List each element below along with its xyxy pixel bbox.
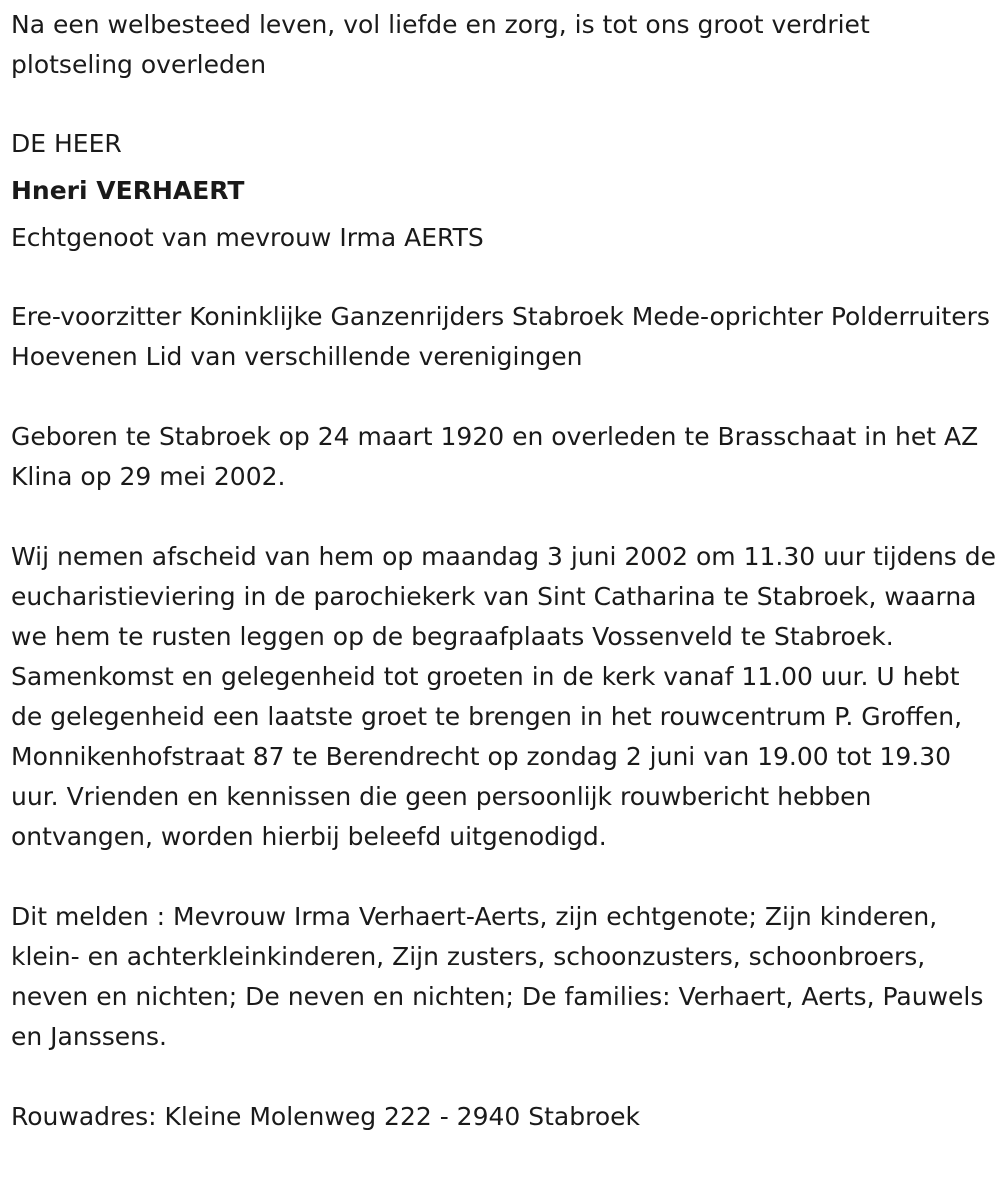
spacer — [11, 497, 996, 537]
announcers-text: Dit melden : Mevrouw Irma Verhaert-Aerts, zijn echtgenote; Zijn kinderen, klein- en achterkleinkinderen, Zijn zusters, schoonzusters, schoonbroers, neven en nichten; De neven en nichten; De families: Verhaert, Aerts, Pauwels en Janssens. — [11, 902, 984, 1051]
address-text: Rouwadres: Kleine Molenweg 222 - 2940 Stabroek — [11, 1102, 640, 1131]
birth-death-text: Geboren te Stabroek op 24 maart 1920 en overleden te Brasschaat in het AZ Klina op 29 mei 2002. — [11, 422, 979, 491]
funeral-text: Wij nemen afscheid van hem op maandag 3 juni 2002 om 11.30 uur tijdens de eucharistieviering in de parochiekerk van Sint Catharina te Stabroek, waarna we hem te rusten leggen op de begraafplaats Vossenveld te Stabroek. Samenkomst en gelegenheid tot groeten in de kerk vanaf 11.00 uur. U hebt de gelegenheid een laatste groet te brengen in het rouwcentrum P. Groffen, Monnikenhofstraat 87 te Berendrecht op zondag 2 juni van 19.00 tot 19.30 uur. Vrienden en kennissen die geen persoonlijk rouwbericht hebben ontvangen, worden hierbij beleefd uitgenodigd. — [11, 542, 997, 851]
deceased-name: Hneri VERHAERT — [11, 176, 245, 205]
intro-text: Na een welbesteed leven, vol liefde en zorg, is tot ons groot verdriet plotseling overleden — [11, 10, 870, 79]
spacer — [11, 857, 996, 897]
obituary-notice — [11, 0, 996, 1137]
roles-text: Ere-voorzitter Koninklijke Ganzenrijders Stabroek Mede-oprichter Polderruiters Hoevenen Lid van verschillende verenigingen — [11, 302, 990, 371]
spouse-line: Echtgenoot van mevrouw Irma AERTS — [11, 223, 484, 252]
spacer — [11, 1057, 996, 1097]
honorific: DE HEER — [11, 129, 122, 158]
spacer — [11, 261, 996, 297]
spacer — [11, 85, 996, 121]
spacer — [11, 377, 996, 417]
